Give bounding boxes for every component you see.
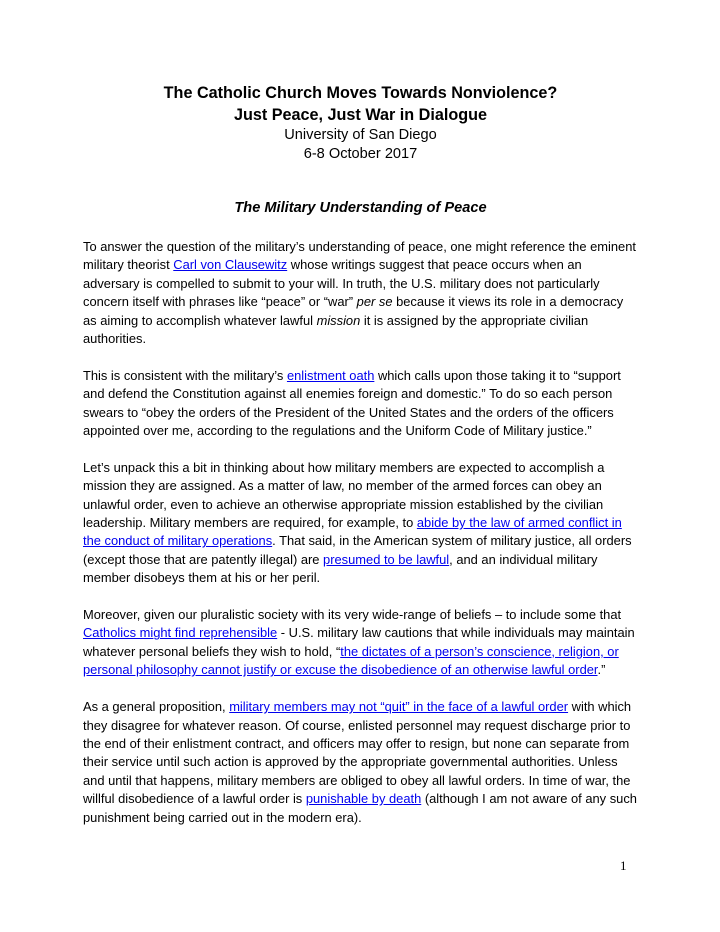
text-run: - U.S. military law cautions that while individuals may maintain whatever personal beliefs they wish to hold, “ <box>83 625 635 659</box>
document-title-line1: The Catholic Church Moves Towards Nonviolence? <box>163 84 558 102</box>
event-dates: 6-8 October 2017 <box>303 146 418 162</box>
text-run: Let’s unpack this a bit in thinking about how military members are expected to accomplish a mission they are assigned. As a matter of law, no member of the armed forces can obey an unlawful order, even to achieve an otherwise appropriate mission established by the civilian leadership. Military members are required, for example, to <box>83 459 605 531</box>
text-run: with which they disagree for whatever reason. Of course, enlisted personnel may request discharge prior to the end of their enlistment contract, and officers may offer to resign, but none can separate from their service until such action is approved by the appropriate governmental authorities. Unless and until that happens, military members are obliged to obey all lawful orders. In time of war, the willful disobedience of a lawful order is <box>83 699 632 807</box>
link-presumed-lawful[interactable]: presumed to be lawful <box>323 551 450 567</box>
text-run: . That said, in the American system of military justice, all orders (except those that are patently illegal) are <box>83 533 632 567</box>
paragraph-3 <box>83 459 638 588</box>
section-heading: The Military Understanding of Peace <box>234 200 487 216</box>
text-run: .” <box>597 662 606 678</box>
paragraph-2 <box>83 367 638 441</box>
document-page <box>83 82 638 845</box>
text-run: (although I am not aware of any such punishment being carried out in the modern era). <box>83 791 637 825</box>
paragraph-1 <box>83 238 638 348</box>
text-run: , and an individual military member disobeys them at his or her peril. <box>83 551 598 586</box>
text-run: Moreover, given our pluralistic society with its very wide-range of beliefs – to include some that <box>83 607 622 623</box>
text-run: which calls upon those taking it to “support and defend the Constitution against all enemies foreign and domestic.” To do so each person swears to “obey the orders of the President of the United States and the orders of the officers appointed over me, according to the regulations and the Uniform Code of Military justice.” <box>83 367 621 439</box>
link-law-of-armed-conflict[interactable]: abide by the law of armed conflict in the conduct of military operations <box>83 515 622 549</box>
emphasis-mission: mission <box>316 312 361 328</box>
paragraph-5 <box>83 698 638 827</box>
document-title-line2: Just Peace, Just War in Dialogue <box>233 106 488 124</box>
link-dictates-of-conscience[interactable]: the dictates of a person’s conscience, religion, or personal philosophy cannot justify or excuse the disobedience of an otherwise lawful order <box>83 643 619 678</box>
page-number: 1 <box>620 858 627 873</box>
text-run: because it views its role in a democracy as aiming to accomplish whatever lawful <box>83 294 624 328</box>
paragraph-4 <box>83 606 638 680</box>
text-run: it is assigned by the appropriate civilian authorities. <box>83 312 589 347</box>
text-run: whose writings suggest that peace occurs when an adversary is compelled to submit to your will. In truth, the U.S. military does not particularly concern itself with phrases like “peace” or “war” <box>83 257 600 310</box>
link-may-not-quit[interactable]: military members may not “quit” in the face of a lawful order <box>229 699 569 715</box>
link-catholics-reprehensible[interactable]: Catholics might find reprehensible <box>83 625 278 641</box>
text-run: This is consistent with the military’s <box>83 367 287 383</box>
link-carl-von-clausewitz[interactable]: Carl von Clausewitz <box>173 257 288 273</box>
venue: University of San Diego <box>284 127 437 143</box>
link-enlistment-oath[interactable]: enlistment oath <box>286 367 375 383</box>
emphasis-per-se: per se <box>356 294 393 310</box>
text-run: As a general proposition, <box>83 699 230 715</box>
text-run: To answer the question of the military’s understanding of peace, one might reference the eminent military theorist <box>83 239 636 273</box>
link-punishable-by-death[interactable]: punishable by death <box>305 791 422 807</box>
